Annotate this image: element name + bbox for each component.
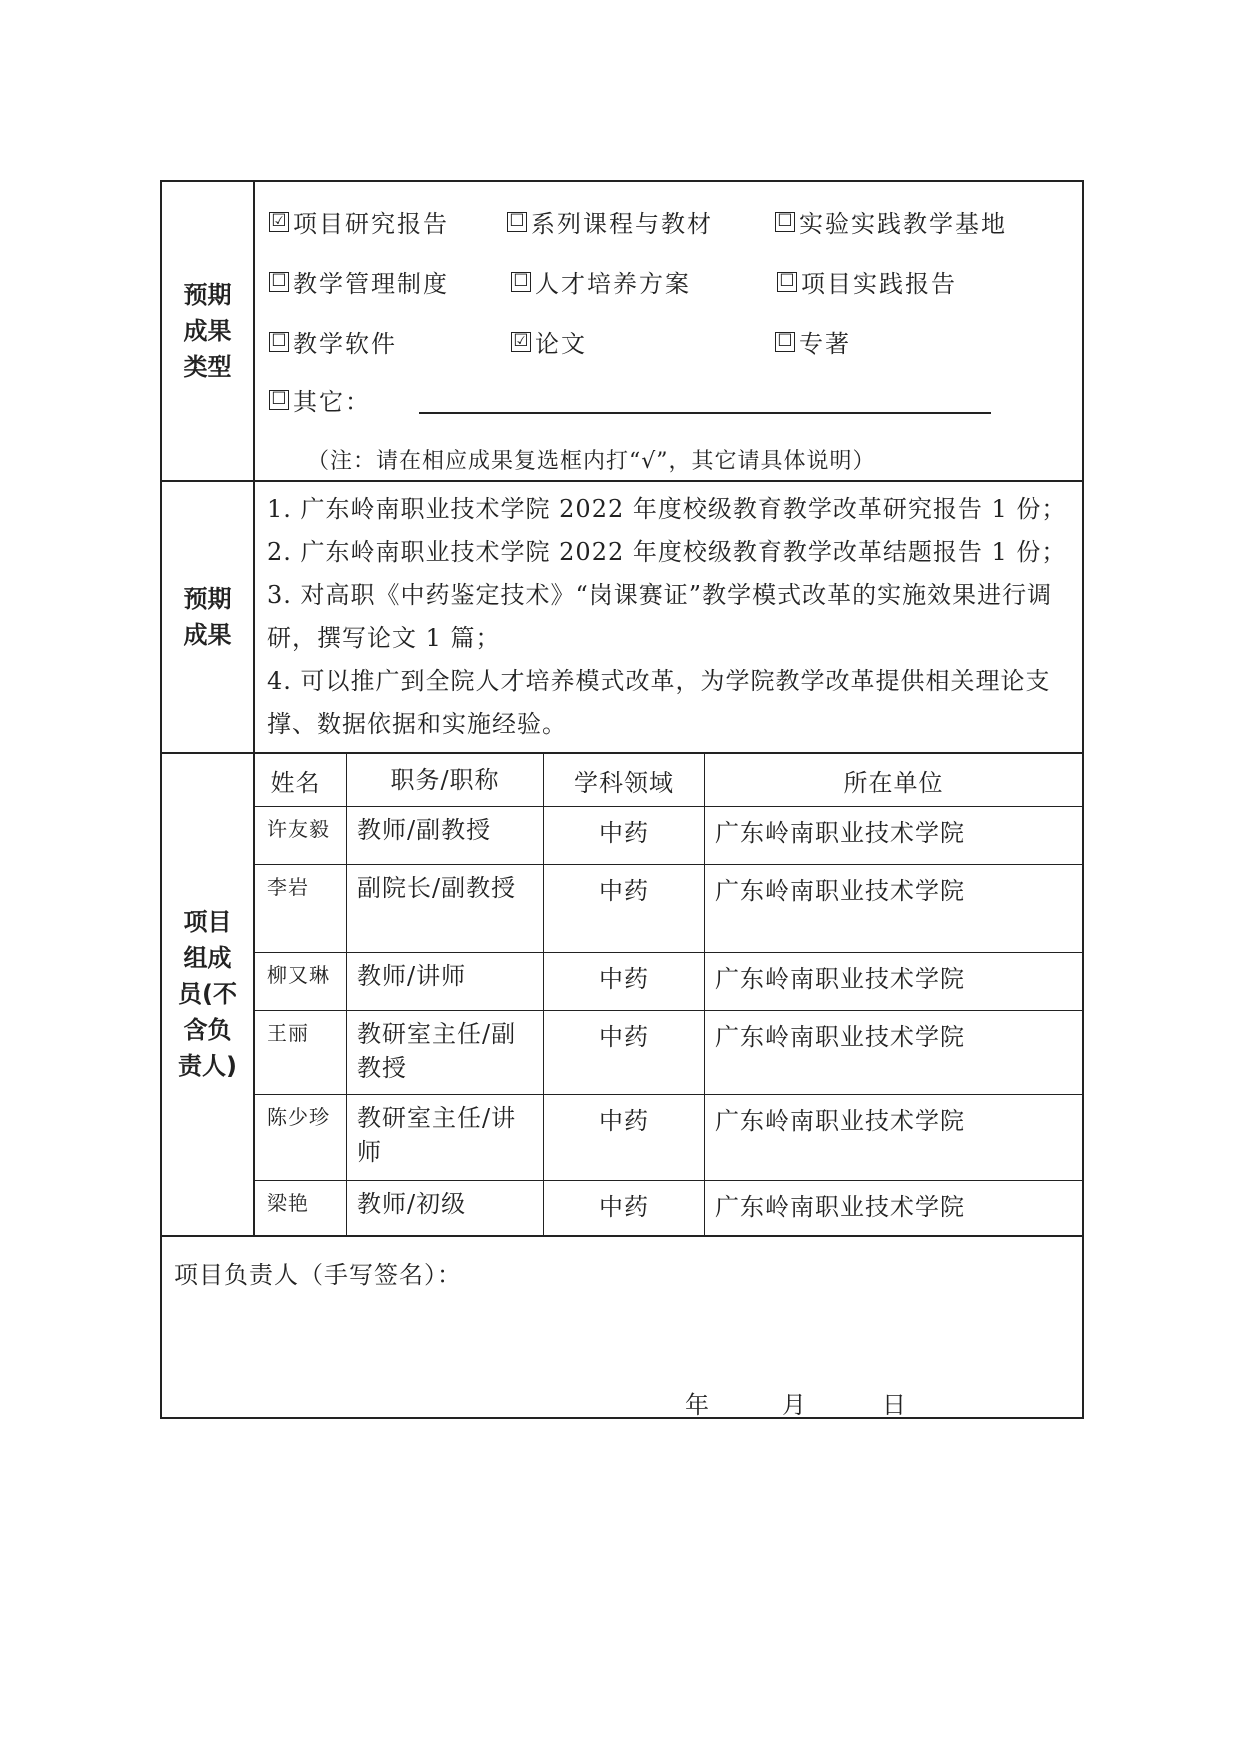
member-name: 王丽 — [255, 1011, 347, 1095]
signature-row — [161, 1236, 1083, 1418]
table-row — [255, 1011, 1082, 1095]
member-field: 中药 — [544, 1011, 705, 1095]
date-day-label: 日 — [882, 1390, 906, 1419]
member-title: 教师/初级 — [347, 1181, 544, 1235]
member-name: 陈少珍 — [255, 1095, 347, 1181]
member-unit: 广东岭南职业技术学院 — [705, 1181, 1083, 1235]
header-field: 学科领域 — [544, 754, 705, 807]
table-row — [255, 865, 1082, 953]
table-row — [255, 1095, 1082, 1181]
member-field: 中药 — [544, 1095, 705, 1181]
outcome-types-options — [254, 181, 1083, 481]
header-title: 职务/职称 — [347, 754, 544, 807]
option-course-textbook[interactable]: ☐ 系列课程与教材 — [507, 204, 713, 239]
member-unit: 广东岭南职业技术学院 — [705, 1011, 1083, 1095]
table-row — [255, 807, 1082, 865]
member-unit: 广东岭南职业技术学院 — [705, 807, 1083, 865]
member-name: 许友毅 — [255, 807, 347, 865]
table-row — [255, 953, 1082, 1011]
outcomes-row — [161, 481, 1083, 753]
member-field: 中药 — [544, 865, 705, 953]
member-name: 李岩 — [255, 865, 347, 953]
option-project-research-report[interactable]: ☑ 项目研究报告 — [269, 204, 449, 239]
member-title: 教研室主任/副教授 — [347, 1011, 544, 1095]
outcomes-list — [254, 481, 1083, 753]
outcome-item: 3. 对高职《中药鉴定技术》“岗课赛证”教学模式改革的实施效果进行调研，撰写论文 1 篇； — [267, 581, 1053, 652]
members-row — [161, 753, 1083, 1236]
members-header-row — [255, 754, 1082, 807]
member-field: 中药 — [544, 807, 705, 865]
application-form-table — [160, 180, 1084, 1419]
header-unit: 所在单位 — [705, 754, 1083, 807]
member-title: 副院长/副教授 — [347, 865, 544, 953]
option-teaching-software[interactable]: ☐ 教学软件 — [269, 324, 397, 359]
member-name: 梁艳 — [255, 1181, 347, 1235]
checkbox-icon[interactable]: ☑ — [511, 332, 531, 352]
checkbox-icon[interactable]: ☐ — [269, 390, 289, 410]
outcome-types-note: （注：请在相应成果复选框内打“√”，其它请具体说明） — [307, 449, 876, 474]
header-name: 姓名 — [255, 754, 347, 807]
option-paper[interactable]: ☑ 论文 — [511, 324, 587, 359]
signature-cell[interactable] — [161, 1236, 1083, 1418]
member-title: 教研室主任/讲师 — [347, 1095, 544, 1181]
members-table-cell — [254, 753, 1083, 1236]
member-unit: 广东岭南职业技术学院 — [705, 1095, 1083, 1181]
outcomes-label: 预期 成果 — [161, 481, 254, 753]
outcome-item: 1. 广东岭南职业技术学院 2022 年度校级教育教学改革研究报告 1 份； — [267, 495, 1067, 523]
signature-label: 项目负责人（手写签名）： — [174, 1260, 462, 1289]
member-unit: 广东岭南职业技术学院 — [705, 865, 1083, 953]
outcome-types-label: 预期 成果 类型 — [161, 181, 254, 481]
outcome-item: 2. 广东岭南职业技术学院 2022 年度校级教育教学改革结题报告 1 份； — [267, 538, 1067, 566]
other-specify-field[interactable] — [419, 386, 991, 414]
outcome-item: 4. 可以推广到全院人才培养模式改革，为学院教学改革提供相关理论支撑、数据依据和实施经验。 — [267, 667, 1051, 738]
checkbox-icon[interactable]: ☐ — [777, 272, 797, 292]
members-label: 项目 组成 员(不 含负 责人) — [161, 753, 254, 1236]
option-talent-training-plan[interactable]: ☐ 人才培养方案 — [511, 264, 691, 299]
checkbox-icon[interactable]: ☐ — [269, 332, 289, 352]
option-other[interactable]: ☐ 其它： — [269, 382, 991, 417]
checkbox-icon[interactable]: ☑ — [269, 212, 289, 232]
checkbox-icon[interactable]: ☐ — [507, 212, 527, 232]
date-year-label: 年 — [685, 1390, 709, 1419]
members-table — [255, 754, 1082, 1235]
checkbox-icon[interactable]: ☐ — [775, 212, 795, 232]
option-monograph[interactable]: ☐ 专著 — [775, 324, 851, 359]
table-row — [255, 1181, 1082, 1235]
option-practice-base[interactable]: ☐ 实验实践教学基地 — [775, 204, 1007, 239]
checkbox-icon[interactable]: ☐ — [269, 272, 289, 292]
option-teaching-management[interactable]: ☐ 教学管理制度 — [269, 264, 449, 299]
outcome-types-row — [161, 181, 1083, 481]
member-name: 柳又琳 — [255, 953, 347, 1011]
checkbox-icon[interactable]: ☐ — [775, 332, 795, 352]
checkbox-icon[interactable]: ☐ — [511, 272, 531, 292]
member-field: 中药 — [544, 953, 705, 1011]
option-project-practice-report[interactable]: ☐ 项目实践报告 — [777, 264, 957, 299]
member-title: 教师/讲师 — [347, 953, 544, 1011]
member-title: 教师/副教授 — [347, 807, 544, 865]
date-month-label: 月 — [782, 1390, 806, 1419]
member-unit: 广东岭南职业技术学院 — [705, 953, 1083, 1011]
member-field: 中药 — [544, 1181, 705, 1235]
